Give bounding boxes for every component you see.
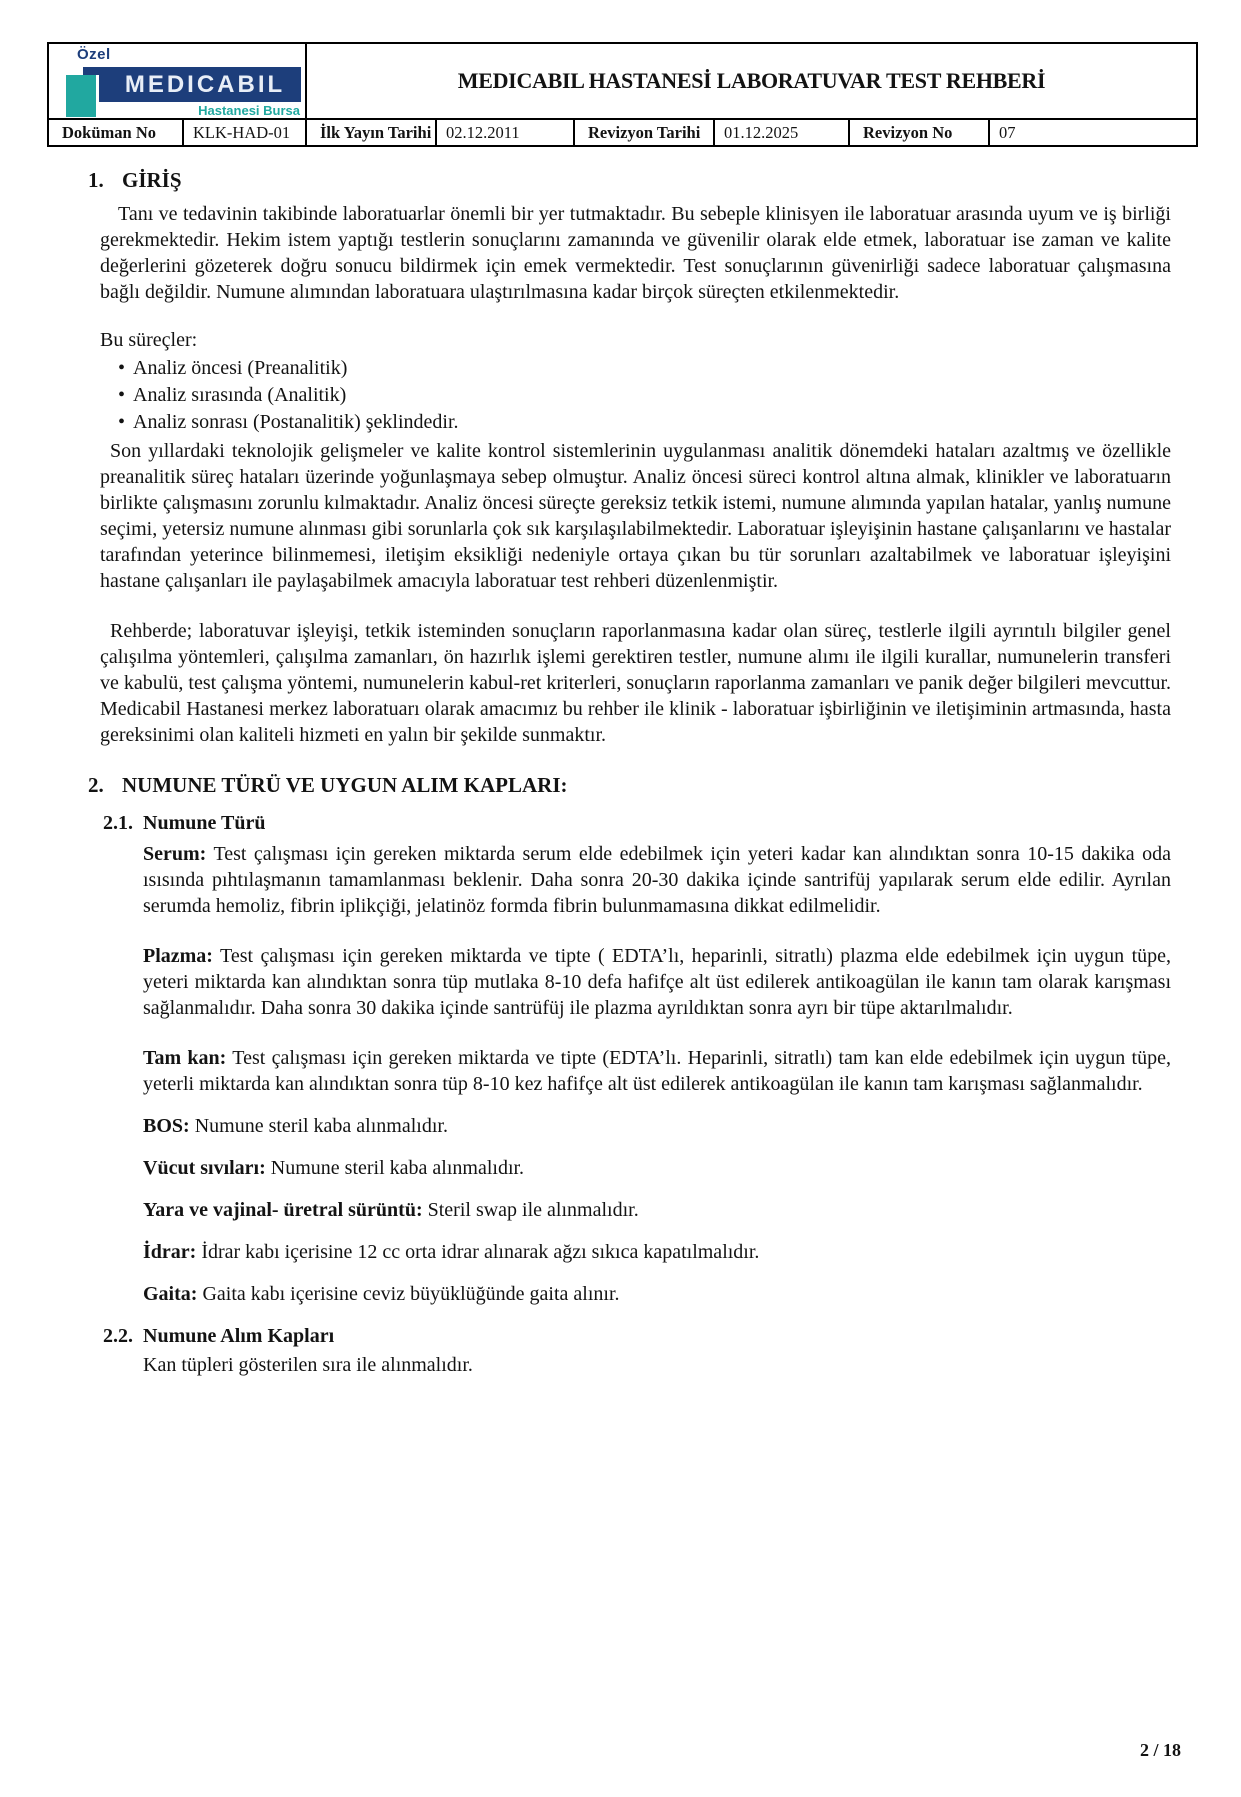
logo-teal-square-icon bbox=[66, 75, 99, 117]
section-2-title: NUMUNE TÜRÜ VE UYGUN ALIM KAPLARI: bbox=[122, 773, 568, 797]
specimen-tam-kan-paragraph bbox=[143, 1045, 1171, 1097]
specimen-tam-kan-text: Test çalışması için gereken miktarda ve tipte (EDTA’lı. Heparinli, sitratlı) tam kan elde edebilmek için uygun tüpe, yeterli miktarda kan alındıktan sonra tüp 8-10 kez hafifçe alt üst edilerek antikoagülan ile kanın tam karışması sağlanmalıdır. bbox=[143, 1047, 1171, 1095]
process-list-item-text: Analiz öncesi (Preanalitik) bbox=[133, 357, 348, 379]
processes-label: Bu süreçler: bbox=[100, 329, 198, 351]
specimen-vucut-sivilari-label: Vücut sıvıları: bbox=[143, 1157, 266, 1179]
bullet-icon: • bbox=[118, 357, 126, 379]
section-2-number: 2. bbox=[88, 773, 104, 797]
revizyon-tarihi-value: 01.12.2025 bbox=[714, 119, 849, 146]
specimen-plazma-label: Plazma: bbox=[143, 945, 213, 967]
document-body bbox=[0, 167, 1241, 1378]
intro-paragraph-3: Rehberde; laboratuvar işleyişi, tetkik isteminden sonuçların raporlanmasına kadar olan süreç, testlerle ilgili ayrıntılı bilgiler genel çalışılma yöntemleri, çalışılma zamanları, ön hazırlık işlemi gerektiren testler, numune alımı ile ilgili kurallar, numunelerin transferi ve kabulü, test çalışma yöntemi, numunelerin kabul-ret kriterleri, sonuçların raporlanma zamanları ve panik değer bilgileri mevcuttur. Medicabil Hastanesi merkez laboratuarı olarak amacımız bu rehber ile klinik - laboratuar işbirliğinin ve iletişiminin artmasında, hasta gereksinimi olan kaliteli hizmeti en yalın bir şekilde sunmaktır. bbox=[100, 620, 1171, 746]
bullet-icon: • bbox=[118, 411, 126, 433]
logo-ozel-text: Özel bbox=[77, 46, 111, 63]
section-2-heading bbox=[88, 772, 1171, 798]
section-1-number: 1. bbox=[88, 168, 104, 192]
process-list bbox=[118, 355, 1171, 436]
specimen-idrar-text: İdrar kabı içerisine 12 cc orta idrar alınarak ağzı sıkıca kapatılmalıdır. bbox=[201, 1241, 760, 1263]
document-page bbox=[0, 42, 1241, 1797]
revizyon-tarihi-label: Revizyon Tarihi bbox=[574, 119, 714, 146]
specimen-vucut-sivilari-text: Numune steril kaba alınmalıdır. bbox=[270, 1157, 525, 1179]
intro-paragraph-2: Son yıllardaki teknolojik gelişmeler ve kalite kontrol sistemlerinin uygulanması analitik dönemdeki hataları azaltmış ve özellikle preanalitik süreç hataları üzerinde yoğunlaşmaya sebep olmuştur. Analiz öncesi süreci kontrol altına almak, klinikler ve laboratuarın birlikte çalışmasını zorunlu kılmaktadır. Analiz öncesi süreçte gereksiz tetkik istemi, numune alımında yapılan hatalar, yanlış numune seçimi, yetersiz numune alınması gibi sorunlarla çok sık karşılaşılabilmektedir. Laboratuar işleyişinin hastane çalışanlarını ve hastalar tarafından yeterince bilinmemesi, iletişim eksikliği nedeniyle ortaya çıkan bu tür sorunları azaltabilmek ve laboratuar işleyişini hastane çalışanları ile paylaşabilmek amacıyla laboratuar test rehberi düzenlenmiştir. bbox=[100, 440, 1171, 592]
specimen-gaita-text: Gaita kabı içerisine ceviz büyüklüğünde gaita alınır. bbox=[202, 1283, 620, 1305]
specimen-idrar-paragraph bbox=[143, 1239, 1171, 1265]
section-1-heading bbox=[88, 167, 1171, 193]
subsection-2-1-number: 2.1. bbox=[103, 812, 133, 834]
subsection-2-1-heading bbox=[103, 810, 1171, 836]
subsection-2-2-title: Numune Alım Kapları bbox=[143, 1325, 335, 1347]
specimen-surutntu-label: Yara ve vajinal- üretral sürüntü: bbox=[143, 1199, 423, 1221]
specimen-serum-text: Test çalışması için gereken miktarda serum elde edebilmek için yeteri kadar kan alındıktan sonra 10-15 dakika oda ısısında pıhtılaşmanın tamamlanması beklenir. Daha sonra 20-30 dakika içinde santrifüj yapılarak serum elde edilir. Ayrılan serumda hemoliz, fibrin iplikçiği, jelatinöz formda fibrin bulunmamasına dikkat edilmelidir. bbox=[143, 843, 1172, 917]
specimen-gaita-label: Gaita: bbox=[143, 1283, 198, 1305]
hospital-logo bbox=[49, 44, 305, 118]
process-list-item bbox=[118, 382, 1171, 409]
subsection-2-2-text: Kan tüpleri gösterilen sıra ile alınmalıdır. bbox=[143, 1354, 473, 1376]
dokuman-no-value: KLK-HAD-01 bbox=[183, 119, 306, 146]
subsection-2-1-title: Numune Türü bbox=[143, 812, 266, 834]
revizyon-no-value: 07 bbox=[989, 119, 1197, 146]
specimen-surutntu-text: Steril swap ile alınmalıdır. bbox=[427, 1199, 639, 1221]
specimen-idrar-label: İdrar: bbox=[143, 1241, 197, 1263]
specimen-vucut-sivilari-paragraph bbox=[143, 1155, 1171, 1181]
specimen-serum-paragraph bbox=[143, 841, 1171, 919]
ilk-yayin-tarihi-value: 02.12.2011 bbox=[436, 119, 574, 146]
process-list-item bbox=[118, 355, 1171, 382]
specimen-plazma-paragraph bbox=[143, 943, 1171, 1021]
specimen-bos-paragraph bbox=[143, 1113, 1171, 1139]
specimen-serum-label: Serum: bbox=[143, 843, 207, 865]
ilk-yayin-tarihi-label: İlk Yayın Tarihi bbox=[306, 119, 436, 146]
logo-wordmark: MEDICABIL bbox=[83, 67, 301, 102]
revizyon-no-label: Revizyon No bbox=[849, 119, 989, 146]
process-list-item bbox=[118, 409, 1171, 436]
subsection-2-2-number: 2.2. bbox=[103, 1325, 133, 1347]
logo-subtitle: Hastanesi Bursa bbox=[198, 103, 300, 118]
dokuman-no-label: Doküman No bbox=[48, 119, 183, 146]
specimen-gaita-paragraph bbox=[143, 1281, 1171, 1307]
logo-cell bbox=[48, 43, 306, 119]
process-list-item-text: Analiz sırasında (Analitik) bbox=[133, 384, 347, 406]
specimen-tam-kan-label: Tam kan: bbox=[143, 1047, 227, 1069]
specimen-surutntu-paragraph bbox=[143, 1197, 1171, 1223]
specimen-bos-text: Numune steril kaba alınmalıdır. bbox=[194, 1115, 448, 1137]
document-title: MEDICABIL HASTANESİ LABORATUVAR TEST REHBERİ bbox=[306, 43, 1197, 119]
bullet-icon: • bbox=[118, 384, 126, 406]
specimen-plazma-text: Test çalışması için gereken miktarda ve tipte ( EDTA’lı, heparinli, sitratlı) plazma elde edebilmek için uygun tüpe, yeteri miktarda kan alındıktan sonra tüp mutlaka 8-10 defa hafifçe alt üst edilerek antikoagülan ile kanın tam olarak karışması sağlanmalıdır. Daha sonra 30 dakika içinde santrüfüj ile plazma ayrıldıktan sonra ayrı bir tüpe aktarılmalıdır. bbox=[143, 945, 1172, 1019]
page-number: 2 / 18 bbox=[1139, 1740, 1181, 1760]
section-1-title: GİRİŞ bbox=[122, 168, 182, 192]
specimen-bos-label: BOS: bbox=[143, 1115, 190, 1137]
intro-paragraph-1: Tanı ve tedavinin takibinde laboratuarlar önemli bir yer tutmaktadır. Bu sebeple klinisyen ile laboratuar arasında uyum ve iş birliği gerekmektedir. Hekim istem yaptığı testlerin sonuçlarını zamanında ve güvenilir olarak elde etmek, laboratuar ise zaman ve kalite değerlerini gözeterek doğru sonucu bildirmek için emek vermektedir. Test sonuçlarının güvenirliği sadece laboratuar çalışmasına bağlı değildir. Numune alımından laboratuara ulaştırılmasına kadar birçok süreçten etkilenmektedir. bbox=[100, 203, 1171, 303]
document-header-table bbox=[47, 42, 1198, 147]
process-list-item-text: Analiz sonrası (Postanalitik) şeklindedir. bbox=[133, 411, 459, 433]
subsection-2-2-heading bbox=[103, 1323, 1171, 1349]
